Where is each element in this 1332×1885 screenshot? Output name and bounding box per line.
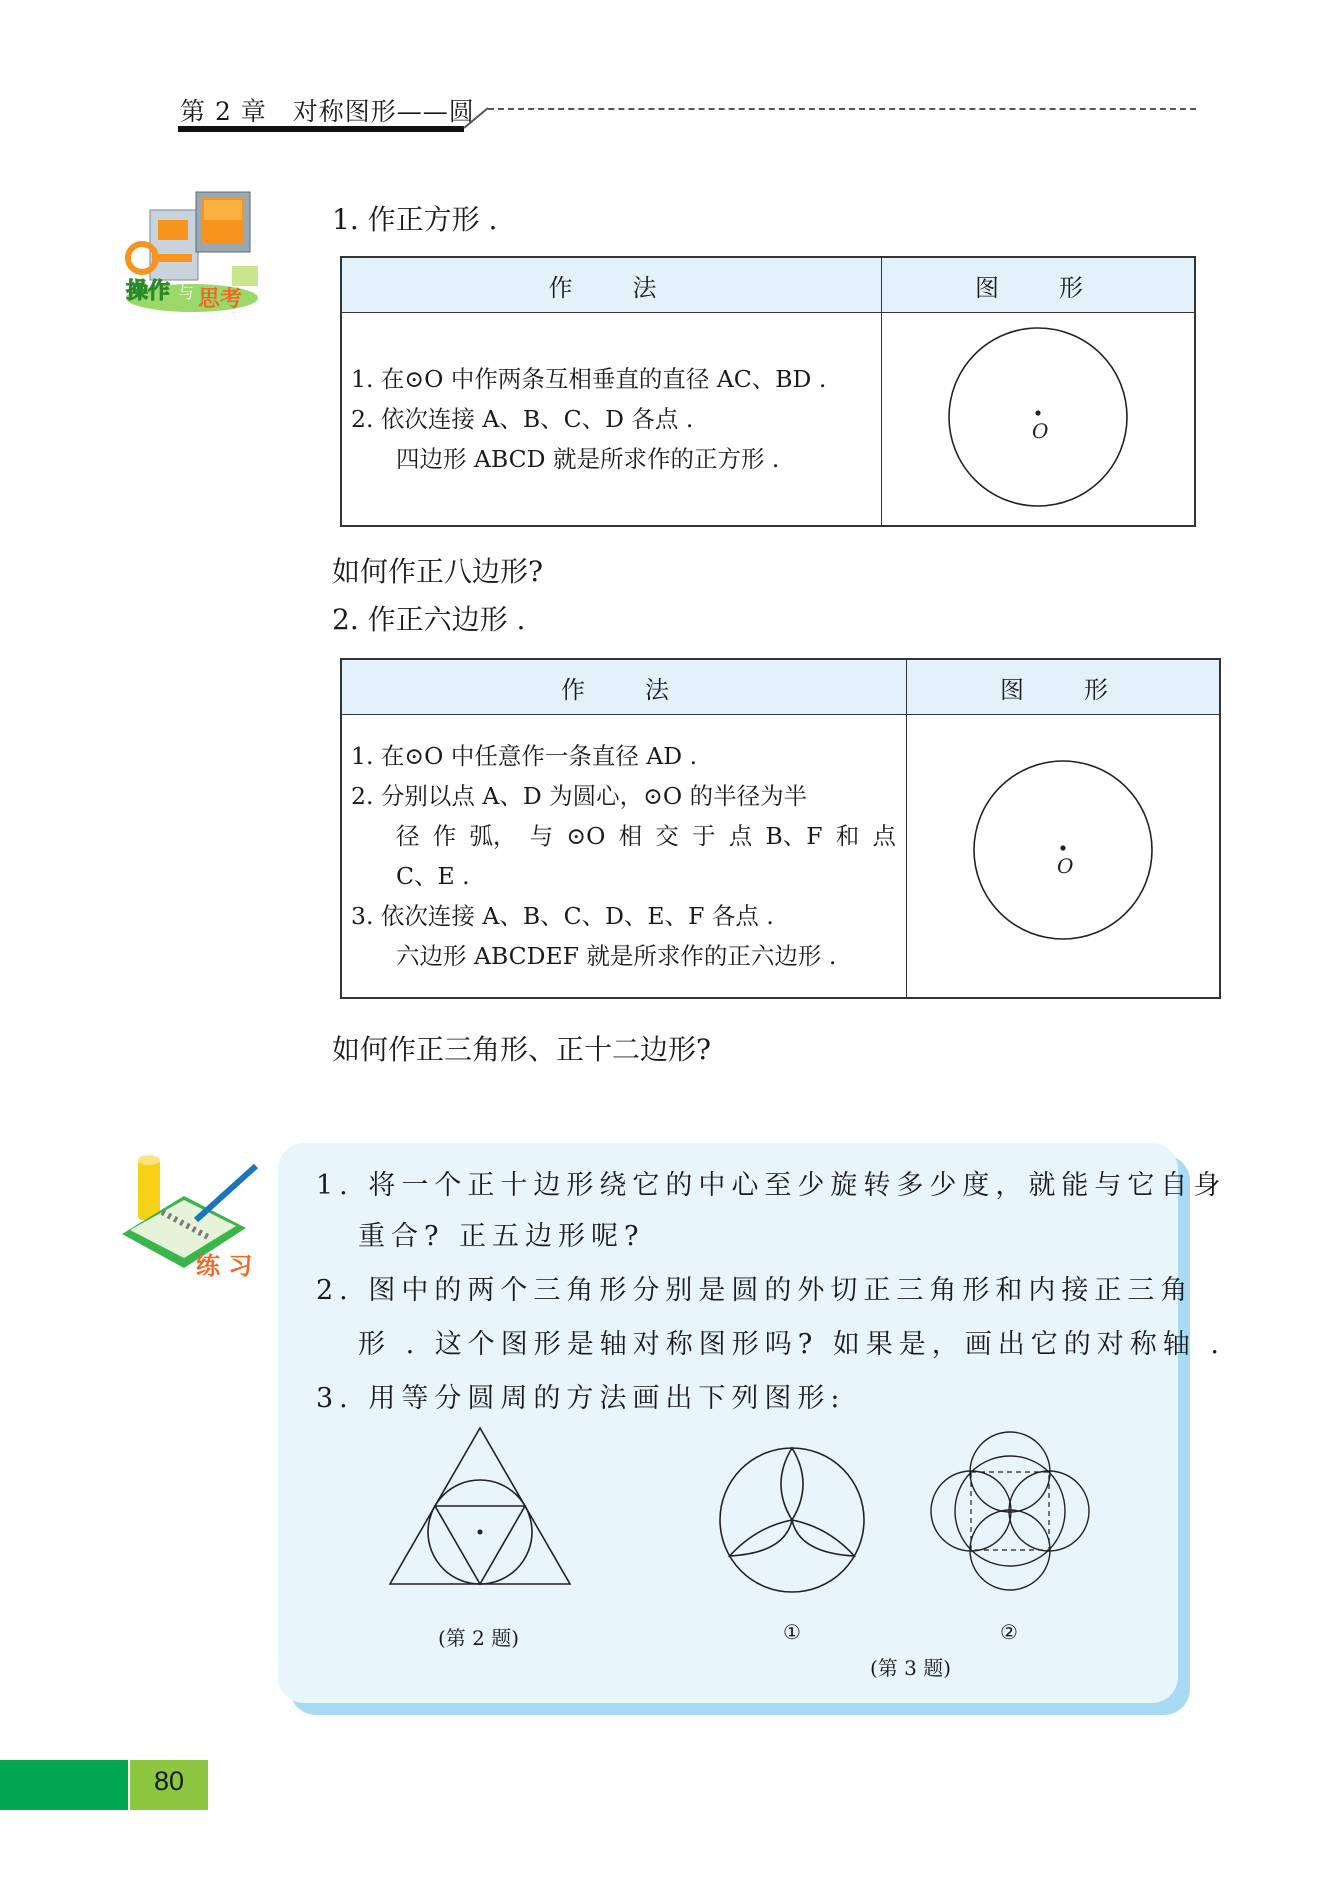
method-cell: [341, 313, 882, 527]
step-item: 六边形 ABCDEF 就是所求作的正六边形 .: [396, 942, 837, 970]
step-item: 1. 在⊙O 中作两条互相垂直的直径 AC、BD .: [351, 365, 827, 393]
circle-figure: [883, 314, 1193, 520]
icon-label-right: 思考: [198, 287, 243, 312]
caption-q2: (第 2 题): [438, 1626, 520, 1650]
step-word: 弧，: [469, 822, 517, 850]
center-label: O: [1057, 854, 1074, 878]
step-word: 交: [655, 822, 679, 850]
method-cell: [341, 715, 907, 999]
header-underline: [178, 126, 464, 132]
figure-cell: [907, 715, 1221, 999]
caption-fig2: ②: [1000, 1620, 1018, 1644]
column-figure: 图 形: [907, 659, 1221, 715]
section2-question: 如何作正三角形、正十二边形?: [332, 1033, 712, 1066]
step-item: 2. 依次连接 A、B、C、D 各点 .: [351, 405, 694, 433]
step-word: 与: [529, 822, 554, 850]
section1-title: 1. 作正方形 .: [332, 203, 498, 236]
step-item: 3. 依次连接 A、B、C、D、E、F 各点 .: [351, 902, 774, 930]
step-word: 径: [396, 822, 420, 850]
icon-label-mid: 与: [178, 283, 195, 302]
exercise-item: 1. 将一个正十边形绕它的中心至少旋转多少度，就能与它自身: [316, 1170, 1227, 1201]
step-item-justified: [351, 816, 896, 856]
exercise-label: 练 习: [196, 1252, 253, 1280]
step-word: 作: [432, 822, 457, 850]
step-item: 2. 分别以点 A、D 为圆心，⊙O 的半径为半: [351, 782, 808, 810]
step-word: 于: [692, 822, 716, 850]
exercise-item: 重合? 正五边形呢?: [358, 1221, 645, 1252]
hexagon-construction-table: [340, 658, 1221, 999]
icon-label-left: 操作: [126, 279, 171, 304]
center-label: O: [1032, 419, 1049, 443]
step-word: B、F: [765, 822, 823, 850]
step-word: 点: [872, 822, 896, 850]
column-method: 作 法: [341, 659, 907, 715]
exercise-item: 2. 图中的两个三角形分别是圆的外切正三角形和内接正三角: [316, 1275, 1194, 1306]
square-construction-table: [340, 256, 1196, 527]
caption-q3: (第 3 题): [870, 1656, 952, 1680]
figure-cell: [882, 313, 1196, 527]
figure-q2-triangles: [385, 1425, 585, 1607]
circle-figure: [908, 716, 1218, 992]
step-word: 相: [618, 822, 643, 850]
column-figure: 图 形: [882, 257, 1196, 313]
column-method: 作 法: [341, 257, 882, 313]
step-word: 和: [835, 822, 860, 850]
header-dashed-rule: [488, 108, 1196, 110]
step-item: 四边形 ABCD 就是所求作的正方形 .: [396, 445, 780, 473]
header-slash: [462, 100, 492, 130]
exercise-item: 3. 用等分圆周的方法画出下列图形:: [316, 1383, 846, 1414]
operate-think-icon: [112, 180, 272, 320]
section2-title: 2. 作正六边形 .: [332, 603, 526, 636]
figure-3-2-four-circles: [920, 1418, 1100, 1604]
section1-question: 如何作正八边形?: [332, 555, 544, 588]
page-number: 80: [153, 1766, 185, 1796]
caption-fig1: ①: [783, 1620, 801, 1644]
step-word: ⊙O: [566, 822, 606, 850]
exercise-notebook-icon: [118, 1150, 268, 1280]
step-item: C、E .: [396, 862, 470, 890]
footer-green-bar: [0, 1760, 128, 1810]
exercise-item: 形 . 这个图形是轴对称图形吗? 如果是，画出它的对称轴 .: [358, 1329, 1225, 1360]
figure-3-1-petals: [712, 1440, 872, 1600]
step-word: 点: [728, 822, 753, 850]
chapter-header: 第 2 章 对称图形——圆: [180, 97, 475, 126]
step-item: 1. 在⊙O 中任意作一条直径 AD .: [351, 742, 698, 770]
